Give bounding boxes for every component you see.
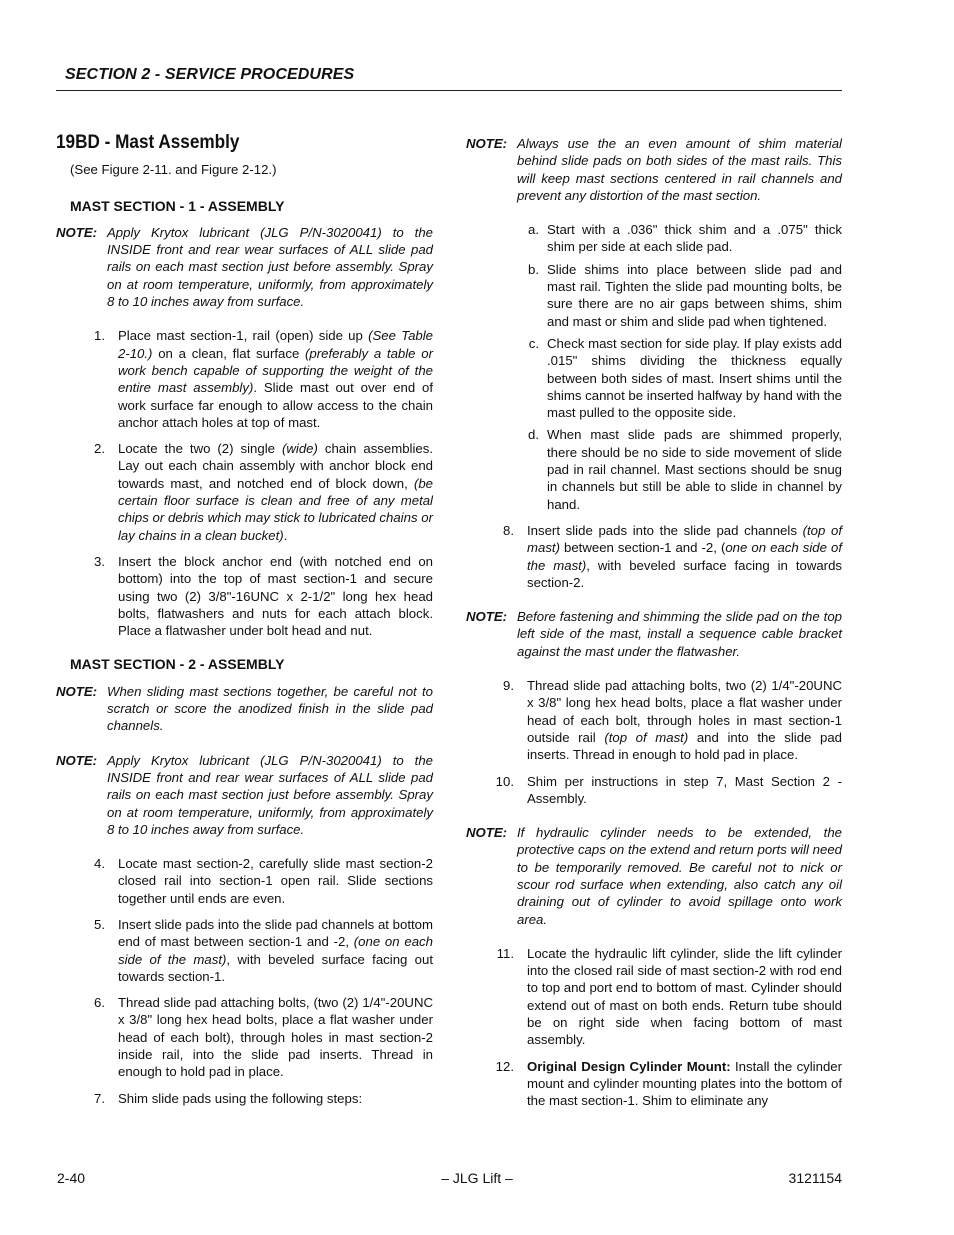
section-title: 19BD - Mast Assembly <box>56 131 240 153</box>
step-number: 4. <box>94 856 105 872</box>
step-text: Shim per instructions in step 7, Mast Section 2 - Assembly. <box>527 773 842 806</box>
step-text: Thread slide pad attaching bolts, two (2) 1/4"-20UNC x 3/8" long hex head bolts, place a flat washer under head of each bolt, through holes in mast section-1 outside rail (top of mast) and into the slide pad inserts. Thread in enough to hold pad in place. <box>527 678 842 763</box>
step-text: Insert slide pads into the slide pad channels at bottom end of mast between section-1 and -2, (one on each side of the mast), with beveled surface facing out towards section-1. <box>118 916 433 984</box>
list-item <box>466 426 842 512</box>
list-item <box>466 945 842 1049</box>
figure-reference: (See Figure 2-11. and Figure 2-12.) <box>70 162 277 178</box>
page-number: 2-40 <box>57 1170 86 1186</box>
note-label: NOTE: <box>466 609 508 625</box>
note-text: If hydraulic cylinder needs to be extended, the protective caps on the extend and return ports will need to be temporarily removed. Be careful not to nick or scour rod surface when extending, also catch any oil draining out of cylinder to avoid spillage onto work area. <box>517 825 842 927</box>
list-item <box>56 855 433 907</box>
list-item <box>56 916 433 985</box>
step-number: 9. <box>503 678 514 694</box>
note <box>56 224 433 310</box>
list-item <box>56 1090 433 1107</box>
note-text: When sliding mast sections together, be careful not to scratch or score the anodized finish in the slide pad channels. <box>107 683 433 734</box>
step-number: 6. <box>94 995 105 1011</box>
step-number: 3. <box>94 553 105 569</box>
substep-letter: a. <box>528 222 539 238</box>
note-text: Apply Krytox lubricant (JLG P/N-3020041) to the INSIDE front and rear wear surfaces of ALL slide pad rails on each mast section just before assembly. Spray on at room temperature, uniformly, from approximately 8 to 10 inches away from surface. <box>107 752 433 837</box>
note <box>466 135 842 204</box>
step-text: Place mast section-1, rail (open) side up (See Table 2-10.) on a clean, flat surface (preferably a table or work bench capable of supporting the weight of the entire mast assembly). Slide mast out over end of work surface far enough to allow access to the chain anchor attach holes at top of mast. <box>118 328 433 430</box>
footer-brand: – JLG Lift – <box>441 1170 513 1186</box>
section-header: SECTION 2 - SERVICE PROCEDURES <box>65 66 355 83</box>
note <box>56 752 433 838</box>
note-label: NOTE: <box>56 683 98 699</box>
step-text: Original Design Cylinder Mount: Install the cylinder mount and cylinder mounting plates into the bottom of the mast section-1. Shim to eliminate any <box>527 1058 843 1109</box>
note <box>466 824 842 928</box>
step-number: 10. <box>495 773 514 789</box>
list-item <box>466 522 842 591</box>
list-item <box>56 553 433 639</box>
note-label: NOTE: <box>466 825 508 841</box>
note-text: Before fastening and shimming the slide pad on the top left side of the mast, install a sequence cable bracket against the mast under the flatwasher. <box>517 609 842 659</box>
list-item <box>56 327 433 431</box>
right-column <box>466 135 842 1119</box>
step-text: Insert the block anchor end (with notched end on bottom) into the top of mast section-1 and secure using two (2) 3/8"-16UNC x 2-1/2" long hex head bolts, flatwashers and nuts for each attach block. Place a flatwasher under bolt head and nut. <box>118 553 433 639</box>
step-number: 7. <box>94 1090 105 1106</box>
step-text: Locate mast section-2, carefully slide mast section-2 closed rail into section-1 open rail. Slide sections together until ends are even. <box>118 856 433 906</box>
step-text: Thread slide pad attaching bolts, (two (2) 1/4"-20UNC x 3/8" long hex head bolts, place a flat washer under head of each bolt), through holes in mast section-2 inside rail, into the slide pad inserts. Thread in enough to hold pad in place. <box>118 995 433 1080</box>
substep-text: When mast slide pads are shimmed properly, there should be no side to side movement of slide pad in rail channel. Mast sections should be snug in channels but still be able to slide in channel by hand. <box>547 427 842 512</box>
note-text: Always use the an even amount of shim material behind slide pads on both sides of the mast rails. This will keep mast sections centered in rail channels and prevent any distortion of the mast section. <box>517 136 842 203</box>
list-item <box>56 440 433 544</box>
substep-text: Slide shims into place between slide pad and mast rail. Tighten the slide pad mounting bolts, be sure there are no air gaps between shims, shim and mast or shim and slide pad when tightened. <box>547 261 842 329</box>
list-item <box>466 677 842 763</box>
note-label: NOTE: <box>56 752 98 768</box>
note-text: Apply Krytox lubricant (JLG P/N-3020041) to the INSIDE front and rear wear surfaces of ALL slide pad rails on each mast section just before assembly. Spray on at room temperature, uniformly, from approximately 8 to 10 inches away from surface. <box>107 224 433 310</box>
step-text: Insert slide pads into the slide pad channels (top of mast) between section-1 and -2, (one on each side of the mast), with beveled surface facing in towards section-2. <box>527 522 842 590</box>
list-item <box>466 335 842 421</box>
note-label: NOTE: <box>56 224 98 240</box>
substep-letter: b. <box>528 261 539 277</box>
step-number: 1. <box>94 328 105 344</box>
list-item <box>56 994 433 1080</box>
step-number: 5. <box>94 916 105 932</box>
header-divider <box>56 90 842 91</box>
left-column <box>56 130 433 1116</box>
subheading-mast-section-2: MAST SECTION - 2 - ASSEMBLY <box>70 656 285 673</box>
step-number: 8. <box>503 522 514 538</box>
step-number: 12. <box>495 1058 514 1074</box>
note <box>56 683 433 735</box>
list-item <box>466 221 842 256</box>
substep-letter: c. <box>528 335 539 351</box>
subheading-mast-section-1: MAST SECTION - 1 - ASSEMBLY <box>70 197 285 214</box>
list-item <box>466 773 842 808</box>
step-text: Locate the hydraulic lift cylinder, slide the lift cylinder into the closed rail side of mast section-2 with rod end to top and port end to bottom of mast. Cylinder should extend out of mast on both ends. Return tube should be on right side when facing bottom of mast assembly. <box>527 945 842 1048</box>
step-text: Locate the two (2) single (wide) chain assemblies. Lay out each chain assembly with anchor block end towards mast, and notched end of block down, (be certain floor surface is clean and free of any metal chips or debris which may stick to lubricated chains or lay chains in a clean bucket). <box>118 441 434 543</box>
step-text: Shim slide pads using the following steps: <box>118 1090 363 1106</box>
list-item <box>466 261 842 330</box>
note-label: NOTE: <box>466 136 508 151</box>
substep-text: Check mast section for side play. If play exists add .015" shims dividing the thickness equally between both sides of mast. Insert shims until the shims cannot be inserted halfway by hand with the mast pulled to the opposite side. <box>547 335 842 421</box>
note <box>466 608 842 660</box>
document-number: 3121154 <box>788 1170 842 1186</box>
substep-letter: d. <box>528 427 539 443</box>
substep-text: Start with a .036" thick shim and a .075" thick shim per side at each slide pad. <box>547 222 842 255</box>
step-number: 2. <box>94 441 105 457</box>
step-number: 11. <box>496 945 514 961</box>
list-item <box>466 1058 842 1110</box>
